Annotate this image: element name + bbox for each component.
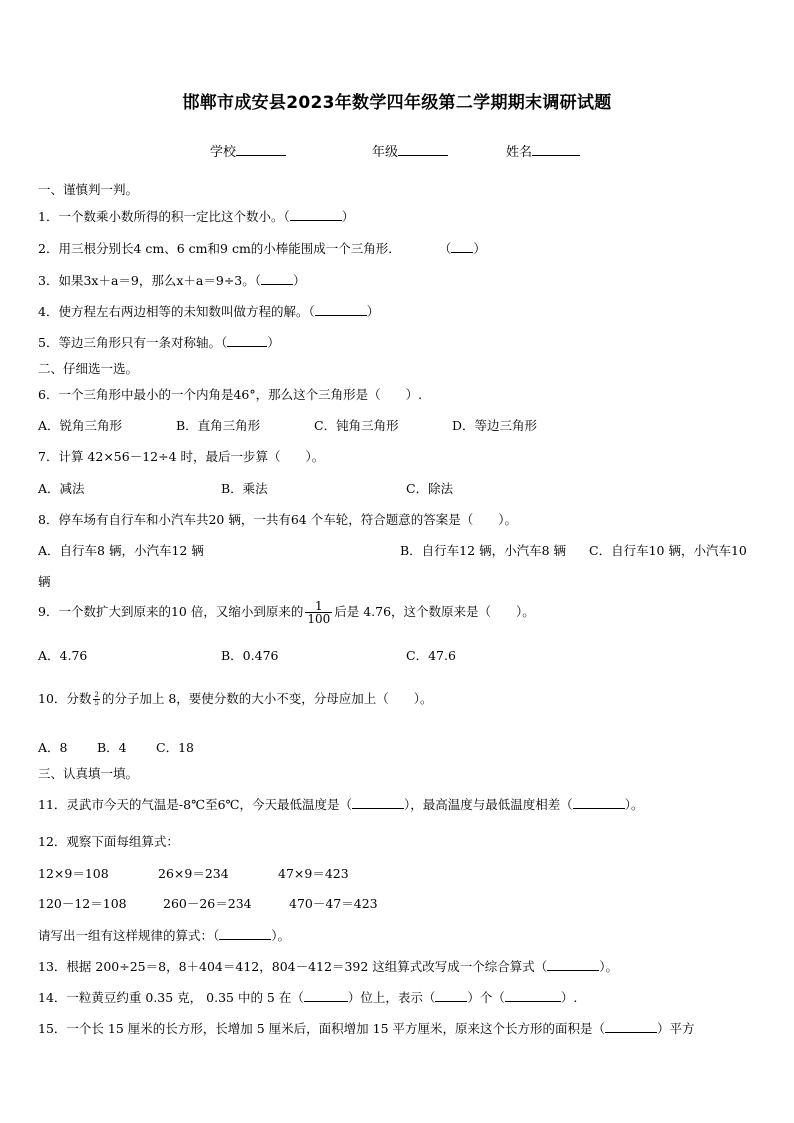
question-11-text-c: ）。 xyxy=(624,797,644,812)
question-7-option-c: C．除法 xyxy=(406,481,454,496)
question-8-option-c: C．自行车10 辆，小汽车10 xyxy=(589,543,747,558)
question-9-option-a: A．4.76 xyxy=(38,648,88,663)
question-3-text: 3．如果3x＋a＝9，那么x＋a＝9÷3。（ xyxy=(38,273,261,288)
question-9-option-c: C．47.6 xyxy=(406,648,456,663)
answer-blank xyxy=(605,1021,657,1033)
section-heading-3: 三、认真填一填。 xyxy=(38,766,139,781)
question-10-option-b: B．4 xyxy=(97,740,127,755)
question-11-text-a: 11．灵武市今天的气温是-8℃至6℃，今天最低温度是（ xyxy=(38,797,353,812)
answer-blank xyxy=(451,241,473,253)
question-8-wrap: 辆 xyxy=(38,574,51,589)
question-1-end: ） xyxy=(341,209,355,224)
question-5-text: 5．等边三角形只有一条对称轴。（ xyxy=(38,335,228,350)
question-14-text-a: 14．一粒黄豆约重 0.35 克， 0.35 中的 5 在（ xyxy=(38,990,304,1005)
question-8: 8．停车场有自行车和小汽车共20 辆，一共有64 个车轮，符合题意的答案是（ ）。 xyxy=(38,512,517,527)
name-blank xyxy=(532,143,580,156)
question-2-text: 2．用三根分别长4 cm、6 cm和9 cm的小棒能围成一个三角形． xyxy=(38,241,401,256)
question-4-text: 4．使方程左右两边相等的未知数叫做方程的解。（ xyxy=(38,304,315,319)
question-1 xyxy=(38,207,354,225)
question-9-text-a: 9．一个数扩大到原来的10 倍，又缩小到原来的 xyxy=(38,604,304,619)
question-10 xyxy=(38,689,433,707)
grade-blank xyxy=(398,143,448,156)
question-9-text-b: 后是 4.76，这个数原来是（ ）。 xyxy=(334,604,535,619)
question-12-ask-text-b: ）。 xyxy=(271,928,291,943)
grade-label: 年级 xyxy=(372,145,399,160)
question-4-end: ） xyxy=(366,304,380,319)
page-title: 邯郸市成安县2023年数学四年级第二学期期末调研试题 xyxy=(182,93,612,113)
question-8-option-a: A．自行车8 辆，小汽车12 辆 xyxy=(38,543,204,558)
question-14-text-d: ）. xyxy=(560,990,578,1005)
equation: 26×9＝234 xyxy=(158,866,229,881)
answer-blank xyxy=(304,990,348,1002)
name-field xyxy=(506,141,580,160)
answer-blank xyxy=(505,990,561,1002)
question-13-text-b: ）。 xyxy=(599,959,619,974)
school-blank xyxy=(236,143,286,156)
question-6-option-d: D．等边三角形 xyxy=(452,418,538,433)
question-11-text-b: ），最高温度与最低温度相差（ xyxy=(404,797,573,812)
fraction-denominator: 100 xyxy=(307,612,331,626)
equation: 470－47＝423 xyxy=(289,896,378,911)
question-1-text: 1．一个数乘小数所得的积一定比这个数小。（ xyxy=(38,209,290,224)
question-10-option-a: A．8 xyxy=(38,740,68,755)
question-15 xyxy=(38,1019,695,1037)
question-15-text-b: ）平方 xyxy=(657,1021,695,1036)
question-6-option-a: A．锐角三角形 xyxy=(38,418,123,433)
answer-blank xyxy=(290,209,342,221)
answer-blank xyxy=(261,273,293,285)
answer-blank xyxy=(435,990,467,1002)
question-12-ask xyxy=(38,926,290,944)
question-7-option-a: A．减法 xyxy=(38,481,85,496)
question-15-text-a: 15．一个长 15 厘米的长方形，长增加 5 厘米后，面积增加 15 平方厘米，原来这个长方形的面积是（ xyxy=(38,1021,606,1036)
question-10-text-b: 的分子加上 8，要使分数的大小不变，分母应加上（ ）。 xyxy=(101,691,433,706)
question-2-paren-right: ） xyxy=(473,241,486,256)
fraction-numerator: 1 xyxy=(305,600,332,613)
section-heading-2: 二、仔细选一选。 xyxy=(38,361,139,376)
question-6-option-c: C．钝角三角形 xyxy=(314,418,399,433)
question-10-text-a: 10．分数 xyxy=(38,691,92,706)
question-6: 6．一个三角形中最小的一个内角是46°，那么这个三角形是（ ）. xyxy=(38,387,423,402)
answer-blank xyxy=(573,797,625,809)
question-13-text-a: 13．根据 200÷25＝8，8＋404＝412，804－412＝392 这组算式改写成一个综合算式（ xyxy=(38,959,548,974)
fraction-numerator: 2 xyxy=(94,691,99,699)
question-13 xyxy=(38,957,618,975)
name-label: 姓名 xyxy=(506,145,533,160)
question-11 xyxy=(38,795,644,813)
question-7: 7．计算 42×56－12÷4 时，最后一步算（ ）。 xyxy=(38,449,325,464)
question-5 xyxy=(38,333,280,351)
question-10-option-c: C．18 xyxy=(156,740,194,755)
answer-blank xyxy=(547,959,599,971)
question-12: 12．观察下面每组算式： xyxy=(38,834,179,849)
question-6-option-b: B．直角三角形 xyxy=(176,418,261,433)
equation: 260－26＝234 xyxy=(163,896,252,911)
school-field xyxy=(210,141,286,160)
answer-blank xyxy=(227,335,267,347)
fraction-one-hundredth xyxy=(305,600,332,625)
answer-blank xyxy=(219,928,271,940)
school-label: 学校 xyxy=(210,145,237,160)
section-heading-1: 一、谨慎判一判。 xyxy=(38,182,139,197)
question-8-option-b: B．自行车12 辆，小汽车8 辆 xyxy=(400,543,566,558)
answer-blank xyxy=(352,797,404,809)
question-9 xyxy=(38,600,535,625)
equation: 120－12＝108 xyxy=(38,896,127,911)
question-4 xyxy=(38,302,379,320)
equation: 12×9＝108 xyxy=(38,866,109,881)
question-14-text-b: ）位上，表示（ xyxy=(347,990,436,1005)
fraction-denominator: 5 xyxy=(94,699,99,707)
question-3 xyxy=(38,271,306,289)
fraction-two-fifths xyxy=(93,692,99,707)
question-14 xyxy=(38,988,577,1006)
answer-blank xyxy=(315,304,367,316)
question-5-end: ） xyxy=(267,335,280,350)
question-7-option-b: B．乘法 xyxy=(221,481,268,496)
equation: 47×9＝423 xyxy=(278,866,349,881)
question-2 xyxy=(38,239,486,257)
question-2-paren-left: （ xyxy=(438,241,452,256)
question-12-ask-text-a: 请写出一组有这样规律的算式：（ xyxy=(38,928,220,943)
question-3-end: ） xyxy=(293,273,306,288)
question-9-option-b: B．0.476 xyxy=(221,648,279,663)
question-14-text-c: ）个（ xyxy=(467,990,505,1005)
grade-field xyxy=(372,141,448,160)
